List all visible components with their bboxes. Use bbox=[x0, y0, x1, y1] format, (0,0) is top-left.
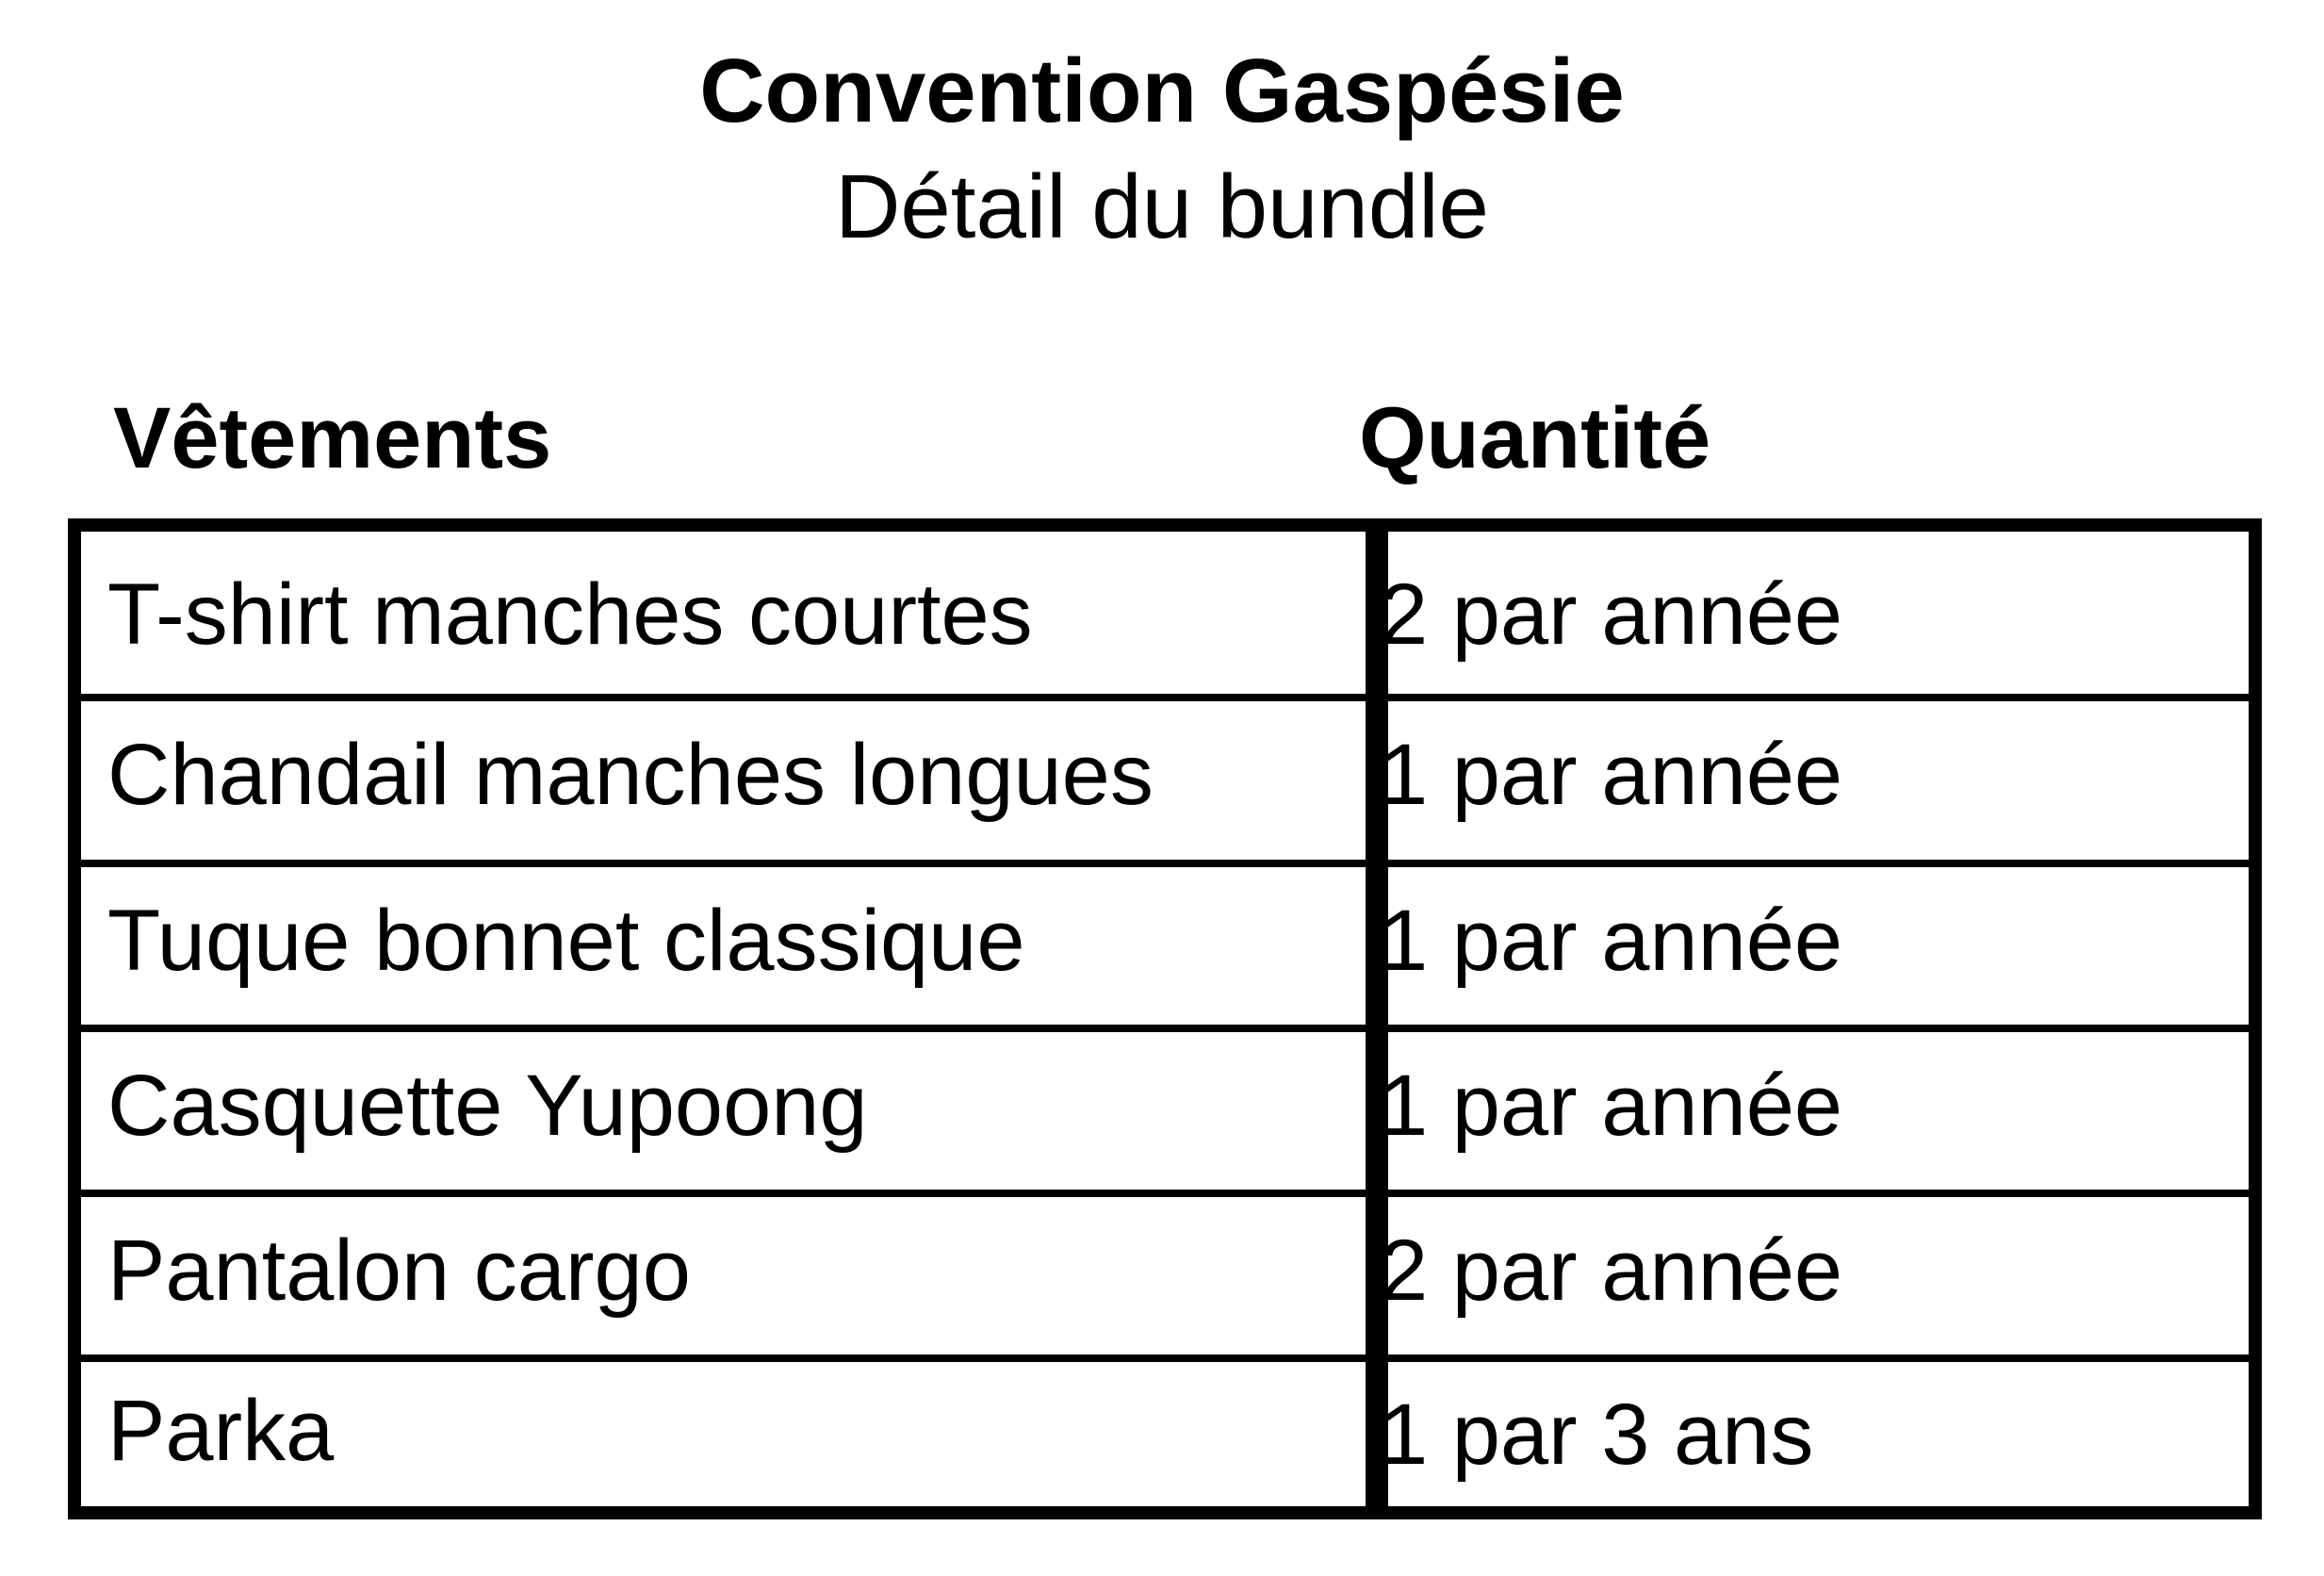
column-header-quantity: Quantité bbox=[1359, 390, 1711, 486]
quantity-cell: 1 par année bbox=[1380, 1058, 1843, 1154]
column-header-items: Vêtements bbox=[113, 390, 552, 486]
table-row bbox=[81, 532, 2249, 694]
item-cell: Parka bbox=[107, 1383, 335, 1479]
quantity-cell: 2 par année bbox=[1380, 1223, 1843, 1319]
item-cell: Tuque bonnet classique bbox=[107, 893, 1025, 989]
row-divider bbox=[81, 694, 2249, 701]
row-divider bbox=[81, 1190, 2249, 1197]
document-subtitle: Détail du bundle bbox=[835, 156, 1489, 257]
document-title: Convention Gaspésie bbox=[699, 41, 1625, 141]
item-cell: Casquette Yupoong bbox=[107, 1058, 868, 1154]
item-cell: Chandail manches longues bbox=[107, 727, 1154, 823]
table-row bbox=[81, 867, 2249, 1025]
row-divider bbox=[81, 1025, 2249, 1032]
quantity-cell: 1 par 3 ans bbox=[1380, 1387, 1814, 1483]
item-cell: T-shirt manches courtes bbox=[107, 566, 1033, 663]
table-row bbox=[81, 701, 2249, 860]
bundle-table bbox=[68, 518, 2262, 1519]
quantity-cell: 1 par année bbox=[1380, 727, 1843, 823]
table-row bbox=[81, 1362, 2249, 1506]
table-row bbox=[81, 1197, 2249, 1354]
table-row bbox=[81, 1032, 2249, 1190]
quantity-cell: 1 par année bbox=[1380, 893, 1843, 989]
row-divider bbox=[81, 1354, 2249, 1362]
row-divider bbox=[81, 860, 2249, 867]
item-cell: Pantalon cargo bbox=[107, 1223, 691, 1319]
quantity-cell: 2 par année bbox=[1380, 566, 1843, 663]
